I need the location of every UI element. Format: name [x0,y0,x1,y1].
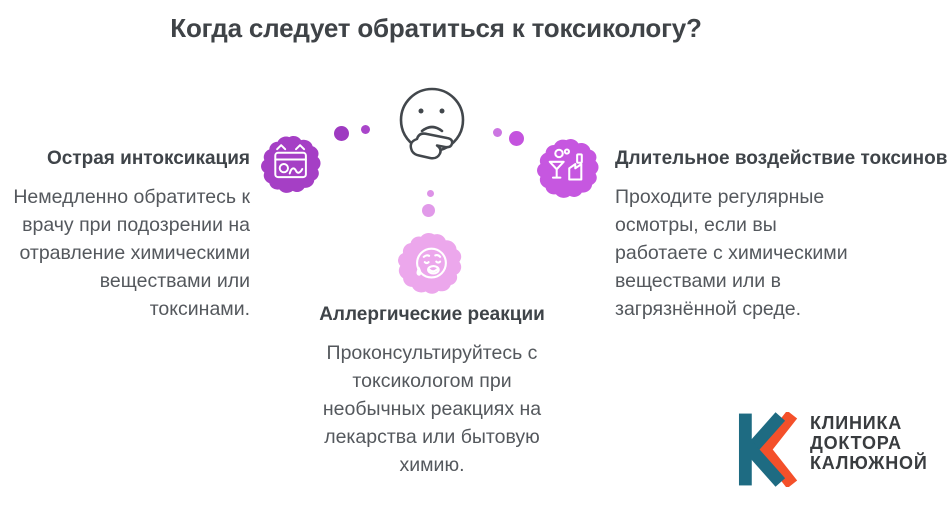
allergic-body: Проконсультируйтесь с токсикологом при необычных реакциях на лекарства или бытовую химию. [322,342,542,476]
thinking-face-icon [396,87,468,163]
acute-body: Немедленно обратитесь к врачу при подозрении на отравление химическими веществами или токсинами. [13,186,250,320]
chronic-icon-blob [537,137,599,199]
allergic-icon-blob [398,231,462,295]
clinic-logo [737,410,950,490]
allergic-heading: Аллергические реакции [319,304,545,325]
logo-line-3: КАЛЮЖНОЙ [810,453,928,473]
sick-face-icon [407,240,453,286]
decorative-dot [493,128,502,137]
decorative-dot [422,204,435,217]
decorative-dot [334,126,349,141]
chronic-body: Проходите регулярные осмотры, если вы работаете с химическими веществами или в загрязнённой среде. [615,186,848,320]
section-acute-intoxication [0,147,250,323]
clinic-logo-kk-icon [737,412,800,487]
logo-line-1: КЛИНИКА [810,413,903,433]
section-allergic-reactions [312,303,552,479]
decorative-dot [427,190,434,197]
poisoning-under-table-icon [269,142,312,185]
acute-heading: Острая интоксикация [46,148,250,169]
decorative-dot [509,131,524,146]
page-title: Когда следует обратиться к токсикологу? [170,13,702,43]
section-chronic-exposure [615,147,950,323]
clinic-logo-text [810,413,928,473]
chronic-heading: Длительное воздействие токсинов [615,148,948,169]
acute-icon-blob [261,134,321,194]
factory-pollution-icon [546,146,591,191]
decorative-dot [361,125,370,134]
logo-line-2: ДОКТОРА [810,433,902,453]
